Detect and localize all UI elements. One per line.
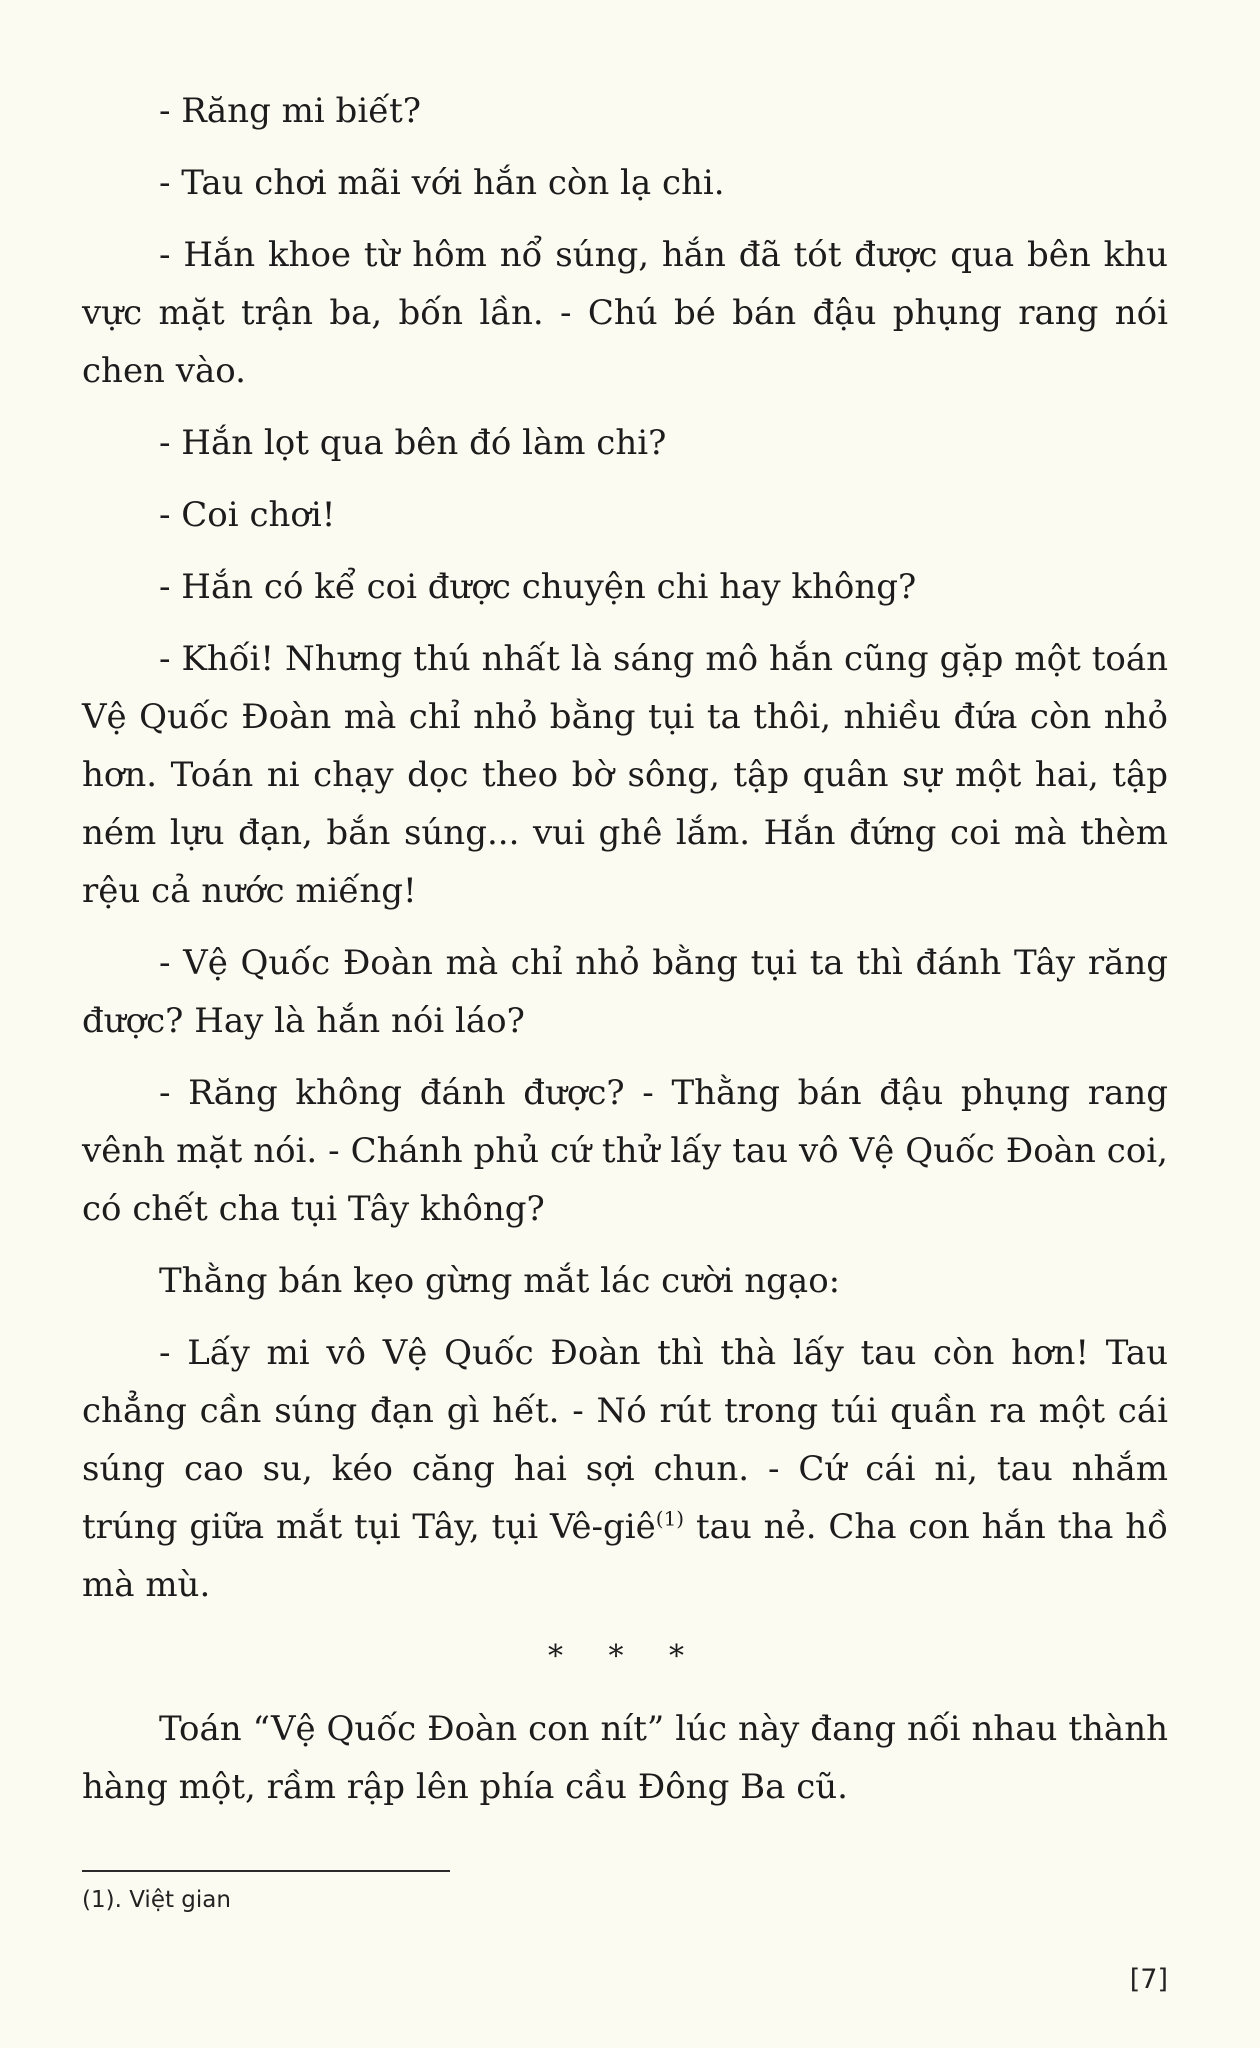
dialogue-line: - Khối! Nhưng thú nhất là sáng mô hắn cũng gặp một toán Vệ Quốc Đoàn mà chỉ nhỏ bằng tụi ta thôi, nhiều đứa còn nhỏ hơn. Toán ni chạy dọc theo bờ sông, tập quân sự một hai, tập ném lựu đạn, bắn súng... vui ghê lắm. Hắn đứng coi mà thèm rệu cả nước miếng! <box>82 639 1168 911</box>
book-page-body <box>82 82 1168 1830</box>
dialogue-text: - Lấy mi vô Vệ Quốc Đoàn thì thà lấy tau còn hơn! Tau chẳng cần súng đạn gì hết. - Nó rút trong túi quần ra một cái súng cao su, kéo căng hai sợi chun. - Cứ cái ni, tau nhắm trúng giữa mắt tụi Tây, tụi Vê-giê <box>82 1333 1168 1547</box>
dialogue-line: - Răng không đánh được? - Thằng bán đậu phụng rang vênh mặt nói. - Chánh phủ cứ thử lấy tau vô Vệ Quốc Đoàn coi, có chết cha tụi Tây không? <box>82 1073 1168 1229</box>
page-number: [7] <box>1129 1964 1168 1995</box>
dialogue-line: - Hắn lọt qua bên đó làm chi? <box>159 423 667 463</box>
closing-paragraph: Toán “Vệ Quốc Đoàn con nít” lúc này đang nối nhau thành hàng một, rầm rập lên phía cầu Đông Ba cũ. <box>82 1709 1168 1807</box>
narration-line: Thằng bán kẹo gừng mắt lác cười ngạo: <box>159 1261 841 1301</box>
dialogue-line: - Hắn khoe từ hôm nổ súng, hắn đã tót được qua bên khu vực mặt trận ba, bốn lần. - Chú bé bán đậu phụng rang nói chen vào. <box>82 235 1168 391</box>
dialogue-line: - Răng mi biết? <box>159 91 422 131</box>
dialogue-text-end: tau nẻ. Cha con hắn tha hồ mà mù. <box>82 1507 1169 1605</box>
footnote-divider <box>82 1870 450 1872</box>
dialogue-line-with-footnote <box>82 1324 1168 1614</box>
dialogue-line: - Tau chơi mãi với hắn còn lạ chi. <box>159 163 725 203</box>
dialogue-line: - Hắn có kể coi được chuyện chi hay không? <box>159 567 917 607</box>
footnote: (1). Việt gian <box>82 1887 231 1913</box>
footnote-marker: (1) <box>655 1506 685 1531</box>
dialogue-line: - Coi chơi! <box>159 495 336 535</box>
section-separator: * * * <box>547 1639 703 1674</box>
dialogue-line: - Vệ Quốc Đoàn mà chỉ nhỏ bằng tụi ta thì đánh Tây răng được? Hay là hắn nói láo? <box>82 943 1168 1041</box>
